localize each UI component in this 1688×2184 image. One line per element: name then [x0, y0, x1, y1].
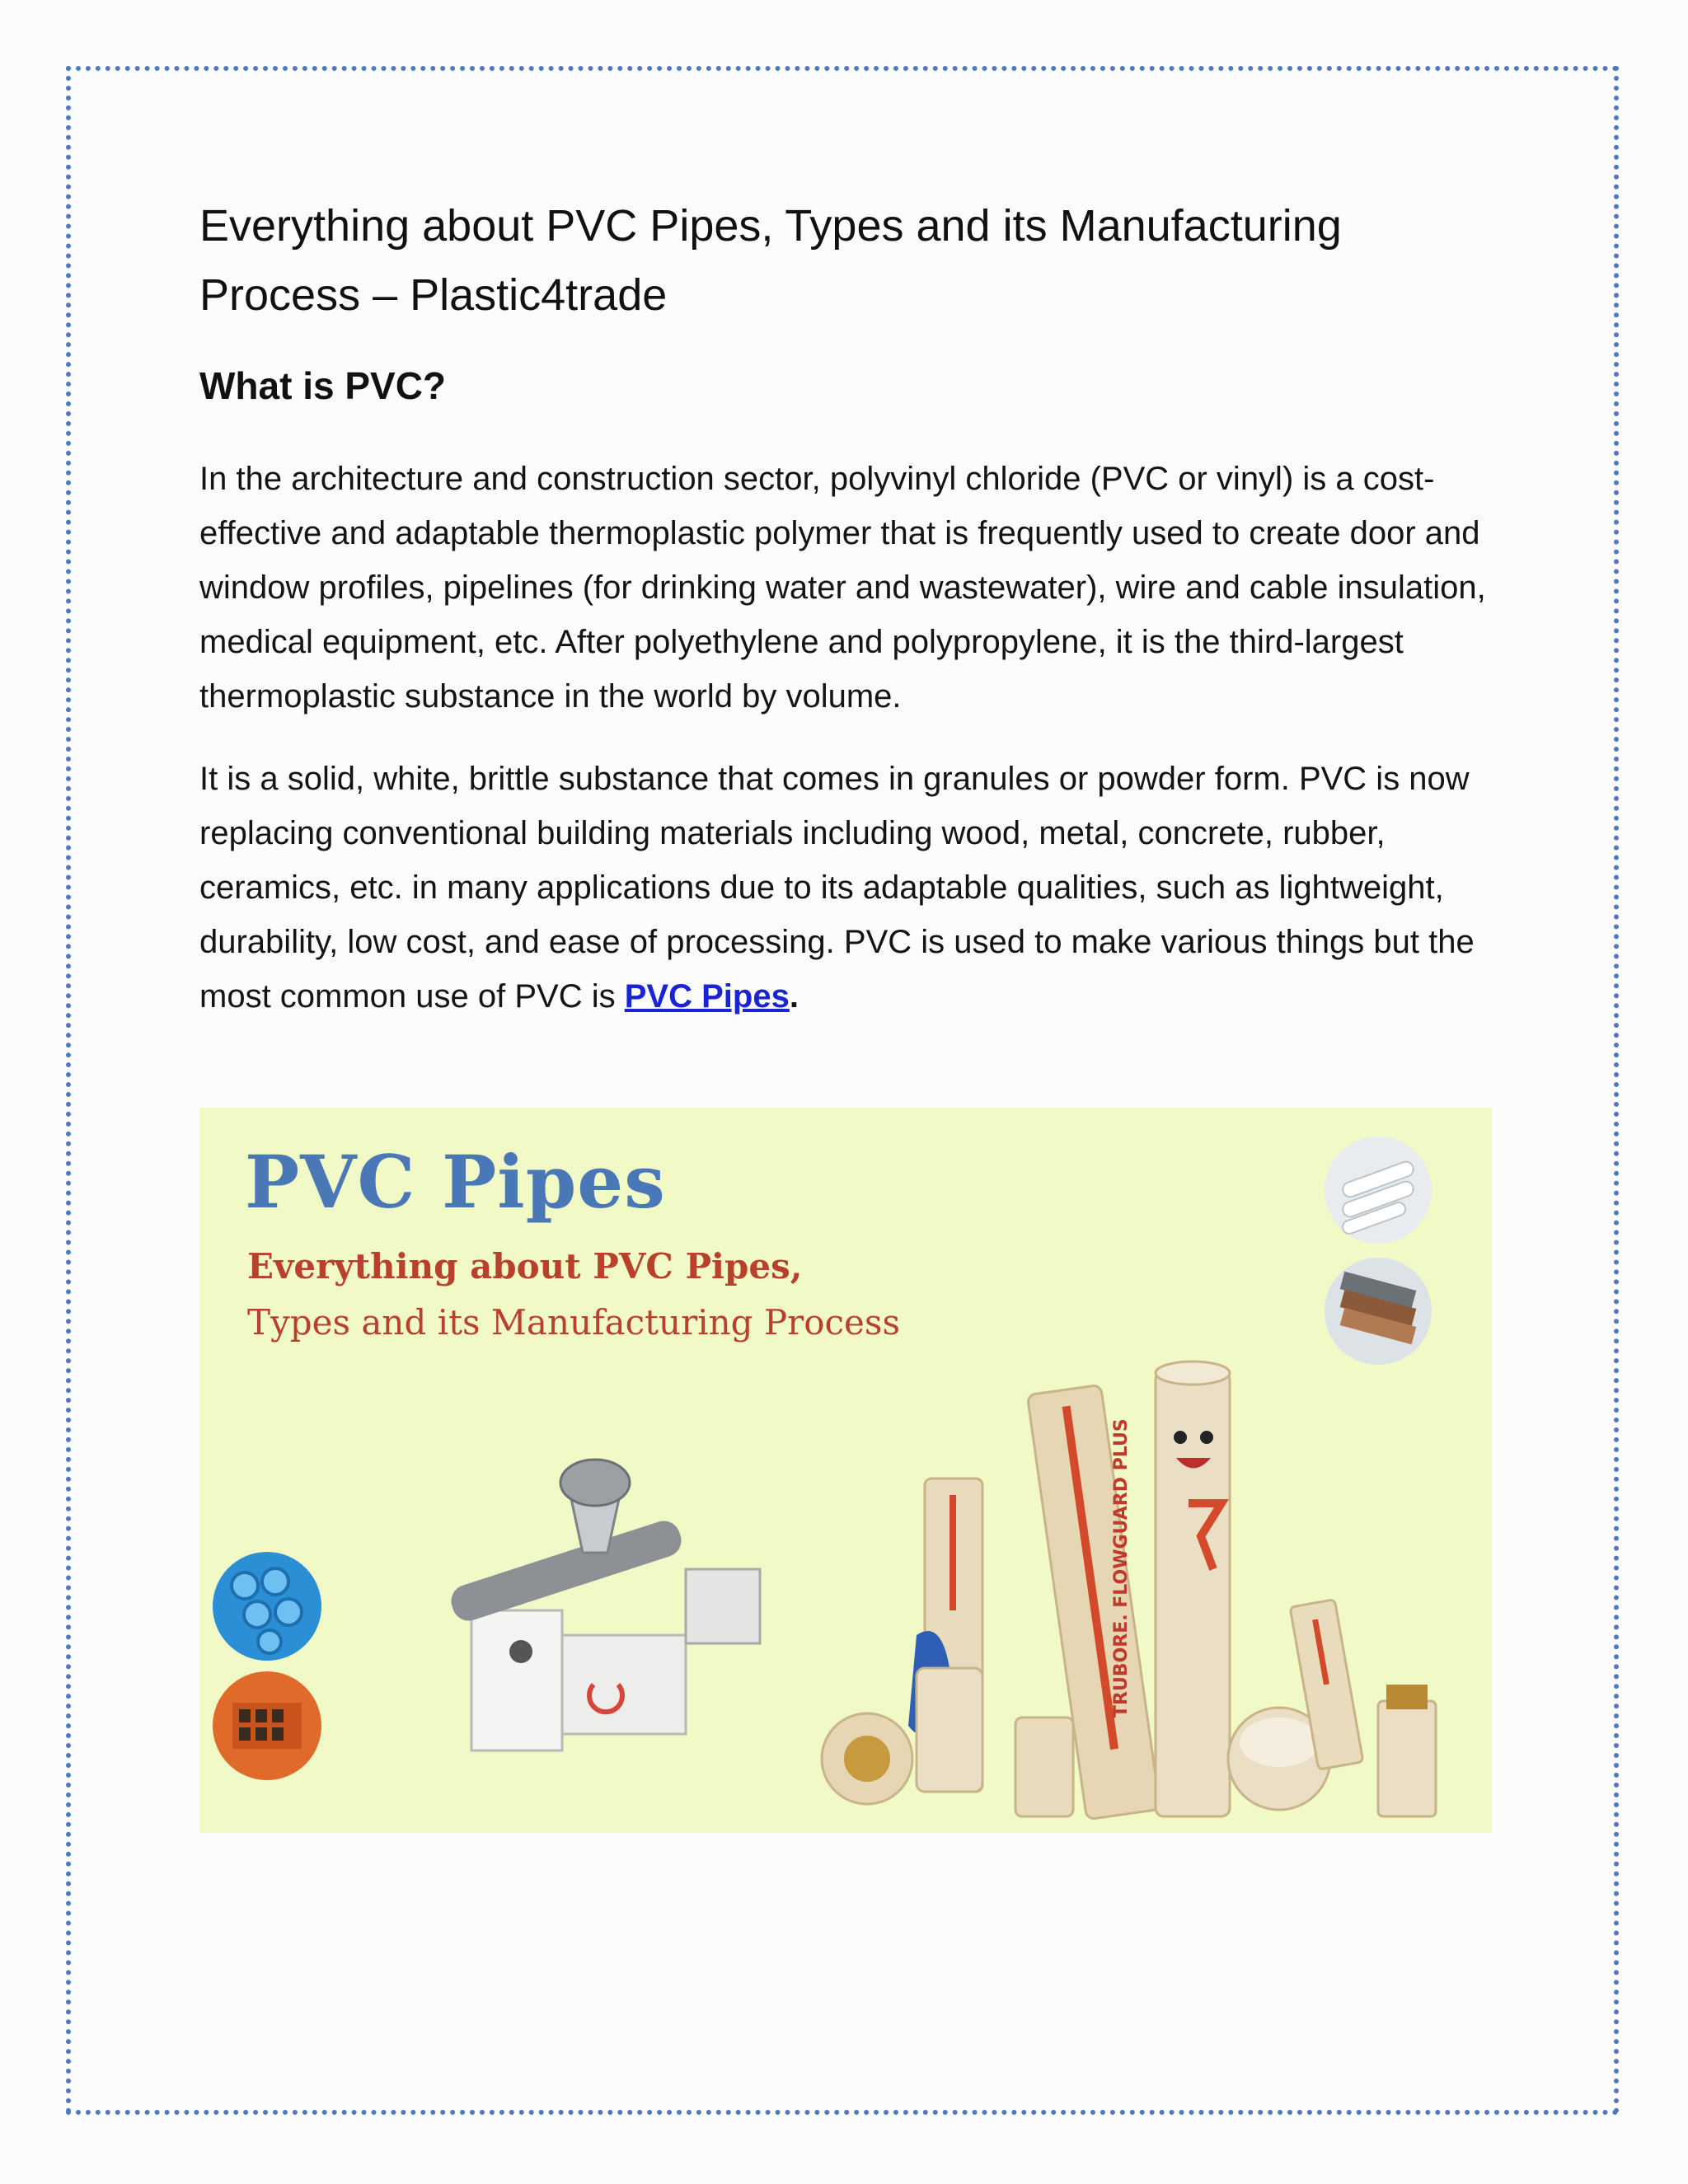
white-pipes-thumbnail: [1325, 1137, 1432, 1244]
section-heading: What is PVC?: [199, 364, 447, 407]
orange-profiles-thumbnail: [213, 1671, 321, 1780]
pvc-pipes-link[interactable]: PVC Pipes: [624, 978, 790, 1015]
banner-subtitle-line-1: Everything about PVC Pipes,: [247, 1246, 803, 1286]
banner-subtitle-line-2: Types and its Manufacturing Process: [247, 1302, 901, 1343]
banner-title: PVC Pipes: [245, 1139, 666, 1225]
paragraph-2-text: It is a solid, white, brittle substance that comes in granules or powder form. PVC is now replacing conventional building materials including wood, metal, concrete, rubber, ceramics, etc. in many applications due to its adaptable qualities, such as lightweight, durability, low cost, and ease of processing. PVC is used to make various things but the most common use of PVC is: [199, 761, 1475, 1015]
paragraph-2: [199, 752, 1493, 1024]
blue-pipes-thumbnail: [213, 1552, 321, 1661]
extrusion-machine-illustration: [447, 1460, 760, 1750]
pipe-brand-label: TRUBORE. FLOWGUARD PLUS: [1111, 1418, 1132, 1718]
paragraph-2-end: .: [789, 978, 799, 1015]
paragraph-1: In the architecture and construction sector, polyvinyl chloride (PVC or vinyl) is a cost-effective and adaptable thermoplastic polymer that is frequently used to create door and window profiles, pipelines (for drinking water and wastewater), wire and cable insulation, medical equipment, etc. After polyethylene and polypropylene, it is the third-largest thermoplastic substance in the world by volume.: [199, 461, 1486, 715]
banner-image: [199, 1108, 1492, 1833]
wpc-panels-thumbnail: [1325, 1258, 1432, 1365]
document-title: Everything about PVC Pipes, Types and its Manufacturing Process – Plastic4trade: [199, 201, 1342, 320]
cpvc-pipes-fittings-illustration: [822, 1361, 1436, 1820]
document-body: [199, 191, 1493, 1052]
